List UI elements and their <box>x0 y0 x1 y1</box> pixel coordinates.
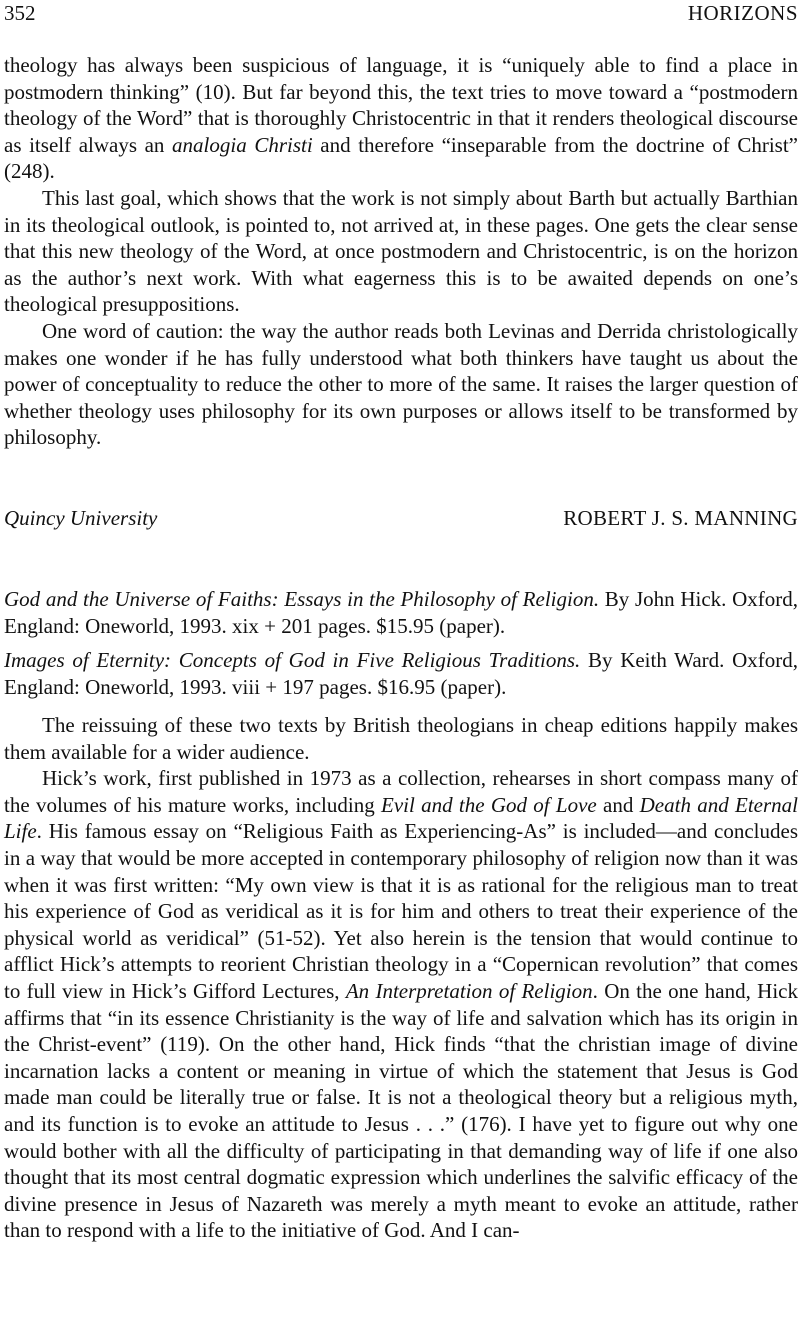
text-run: and <box>596 792 640 817</box>
running-head <box>4 0 798 26</box>
paragraph <box>4 712 798 765</box>
text-run: and therefore “inseparable from the doctrine of Christ” (248). <box>4 132 798 184</box>
text-run: One word of caution: the way the author reads both Levinas and Derrida christologically makes one wonder if he has fully understood what both thinkers have taught us about the power of conceptuality to reduce the other to more of the same. It raises the larger question of whether theology uses philosophy for its own purposes or allows itself to be transformed by philosophy. <box>4 318 798 450</box>
italic-text-run: Death and Eternal Life <box>4 792 799 844</box>
italic-text-run: An Interpretation of Religion <box>345 978 593 1003</box>
review-text <box>4 712 798 1244</box>
paragraph <box>4 185 798 318</box>
previous-review-text <box>4 52 798 451</box>
text-run: . His famous essay on “Religious Faith as Experiencing-As” is included—and concludes in a way that would be more accepted in contemporary philosophy of religion now than it was when it was first written: “My own view is that it is as rational for the religious man to treat his experience of God as veridical as it is for him and others to treat their experience of the physical world as veridical” (51-52). Yet also herein is the tension that would continue to afflict Hick’s attempts to reorient Christian theology in a “Copernican revolution” that comes to full view in Hick’s Gifford Lectures, <box>4 819 798 1003</box>
book-title: Images of Eternity: Concepts of God in Five Religious Traditions. <box>4 648 581 673</box>
book-details: By Keith Ward. Oxford, England: Oneworld, 1993. viii + 197 pages. $16.95 (paper). <box>4 648 798 699</box>
italic-text-run: analogia Christi <box>172 132 313 157</box>
text-run: Hick’s work, first published in 1973 as a collection, rehearses in short compass many of the volumes of his mature works, including <box>4 766 798 817</box>
page-number: 352 <box>4 1 36 25</box>
book-details: By John Hick. Oxford, England: Oneworld, 1993. xix + 201 pages. $15.95 (paper). <box>4 587 798 638</box>
paragraph <box>4 765 798 1244</box>
book-citations <box>4 586 798 708</box>
journal-title: HORIZONS <box>687 1 798 25</box>
reviewer-name: ROBERT J. S. MANNING <box>563 506 798 530</box>
italic-text-run: Evil and the God of Love <box>381 792 597 817</box>
paragraph <box>4 318 798 451</box>
book-citation <box>4 586 798 639</box>
text-run: . On the one hand, Hick affirms that “in its essence Christianity is the way of life and salvation which has its origin in the Christ-event” (119). On the other hand, Hick finds “that the christian image of divine incarnation lacks a content or meaning in virtue of which the statement that Jesus is God made man could be literally true or false. It is not a theological theory but a religious myth, and its function is to evoke an attitude to Jesus . . .” (176). I have yet to figure out why one would bother with all the difficulty of participating in that demanding way of life if one also thought that its most central dogmatic expression which underlines the salvific efficacy of the divine presence in Jesus of Nazareth was merely a myth meant to evoke an attitude, rather than to respond with a life to the initiative of God. And I can- <box>4 978 798 1243</box>
reviewer-institution: Quincy University <box>4 506 158 530</box>
review-signature <box>4 504 798 532</box>
book-citation <box>4 647 798 700</box>
paragraph <box>4 52 798 185</box>
text-run: theology has always been suspicious of language, it is “uniquely able to find a place in postmodern thinking” (10). But far beyond this, the text tries to move toward a “postmodern theology of the Word” that is thoroughly Christocentric in that it renders theological discourse as itself always an <box>4 53 798 157</box>
text-run: The reissuing of these two texts by British theologians in cheap editions happily makes them available for a wider audience. <box>4 713 798 764</box>
text-run: This last goal, which shows that the work is not simply about Barth but actually Barthian in its theological outlook, is pointed to, not arrived at, in these pages. One gets the clear sense that this new theology of the Word, at once postmodern and Christocentric, is on the horizon as the author’s next work. With what eagerness this is to be awaited depends on one’s theological presuppositions. <box>4 185 798 317</box>
book-title: God and the Universe of Faiths: Essays in the Philosophy of Religion. <box>4 587 600 611</box>
